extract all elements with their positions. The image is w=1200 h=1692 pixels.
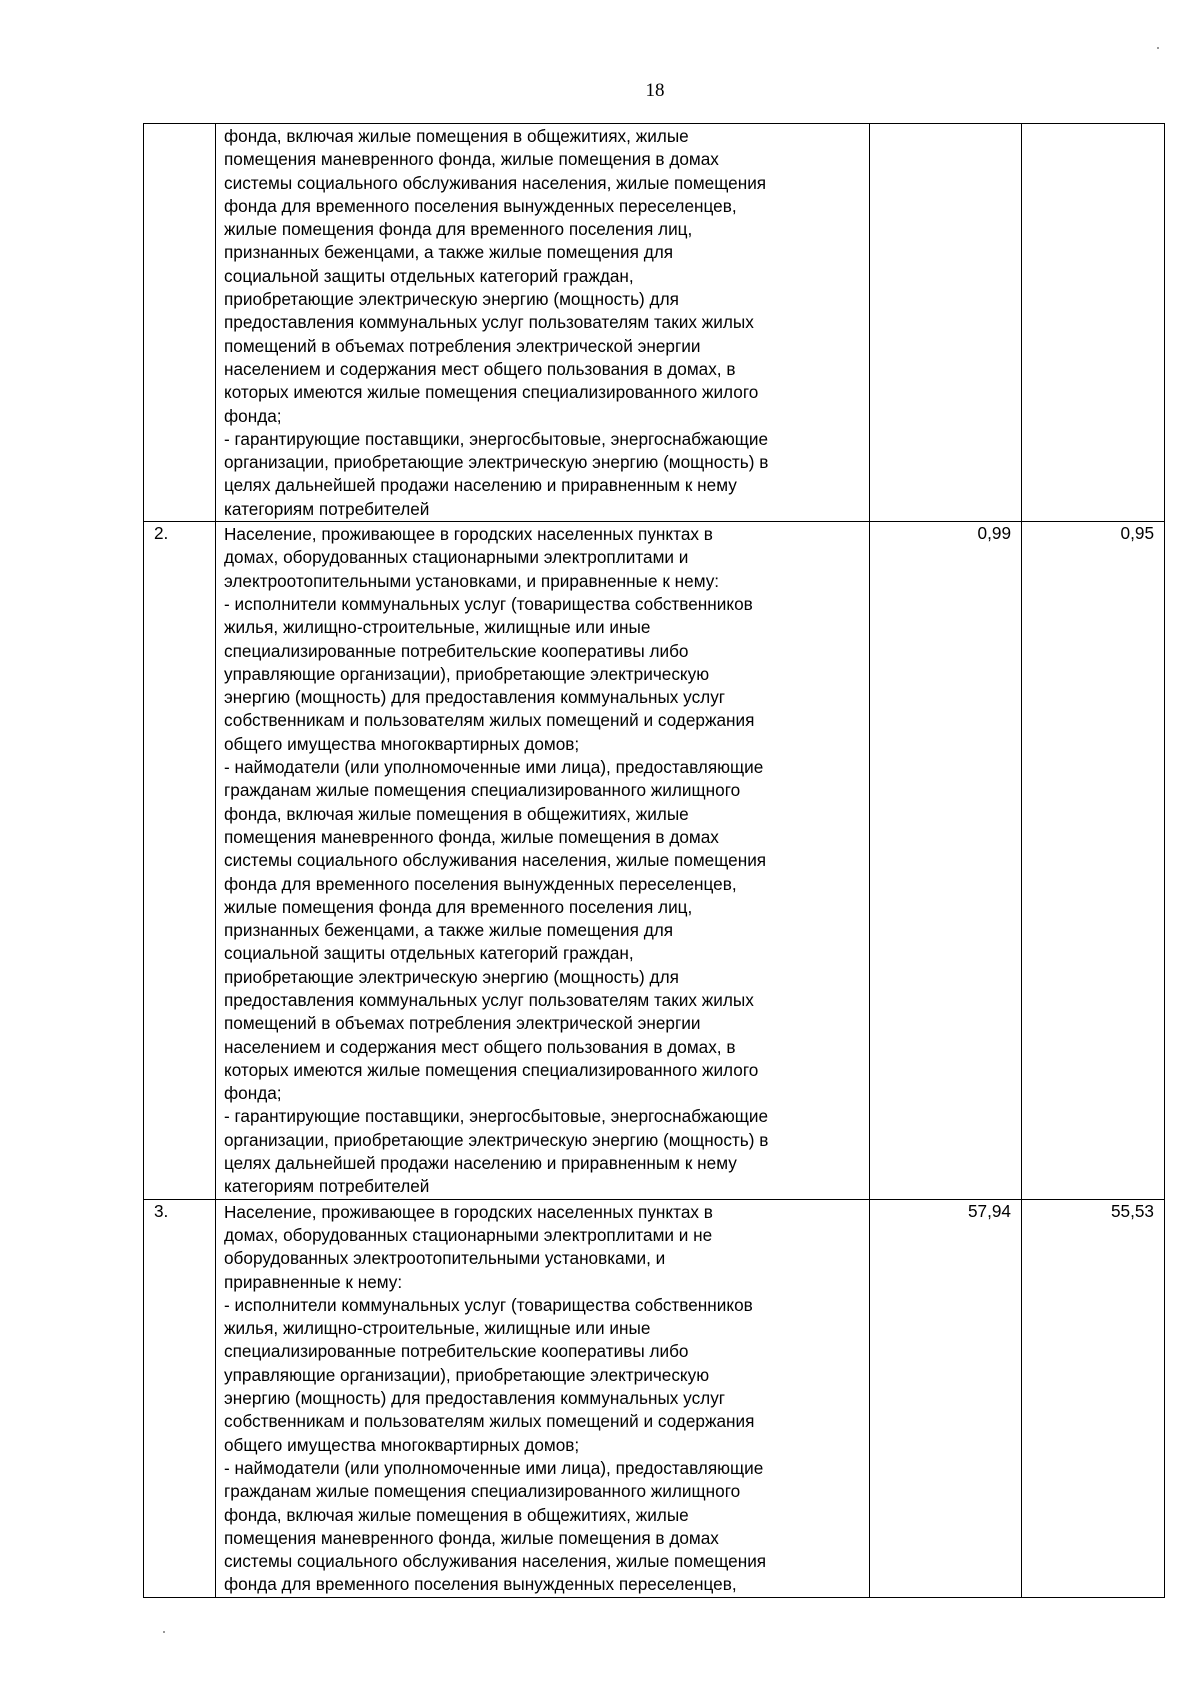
description-line: категориям потребителей <box>224 1176 430 1197</box>
value-cell-1: 57,94 <box>870 1199 1022 1597</box>
description-line: приобретающие электрическую энергию (мощность) для <box>224 966 679 987</box>
description-line: фонда для временного поселения вынужденных переселенцев, <box>224 195 737 216</box>
description-line: общего имущества многоквартирных домов; <box>224 1434 580 1455</box>
description-line: электроотопительными установками, и приравненные к нему: <box>224 570 720 591</box>
description-line: социальной защиты отдельных категорий граждан, <box>224 265 634 286</box>
description-line: жилья, жилищно-строительные, жилищные или иные <box>224 617 651 638</box>
description-line: собственникам и пользователям жилых помещений и содержания <box>224 710 755 731</box>
table-row <box>144 522 1165 1200</box>
value-cell-2: 55,53 <box>1022 1199 1165 1597</box>
description-line: общего имущества многоквартирных домов; <box>224 733 580 754</box>
description-line: системы социального обслуживания населения, жилые помещения <box>224 1551 767 1572</box>
description-line: управляющие организации), приобретающие электрическую <box>224 1364 710 1385</box>
description-line: домах, оборудованных стационарными электроплитами и не <box>224 1224 713 1245</box>
row-number-cell: 3. <box>144 1199 216 1597</box>
description-line: - наймодатели (или уполномоченные ими лица), предоставляющие <box>224 757 764 778</box>
description-line: организации, приобретающие электрическую энергию (мощность) в <box>224 452 769 473</box>
page-number: 18 <box>645 80 665 101</box>
description-line: социальной защиты отдельных категорий граждан, <box>224 943 634 964</box>
description-line: энергию (мощность) для предоставления коммунальных услуг <box>224 1388 726 1409</box>
description-line: помещения маневренного фонда, жилые помещения в домах <box>224 1527 719 1548</box>
description-line: специализированные потребительские кооперативы либо <box>224 1341 689 1362</box>
table-row <box>144 124 1165 522</box>
description-line: системы социального обслуживания населения, жилые помещения <box>224 850 767 871</box>
row-description <box>216 1199 870 1597</box>
description-line: жилья, жилищно-строительные, жилищные или иные <box>224 1318 651 1339</box>
description-line: целях дальнейшей продажи населению и приравненным к нему <box>224 1153 737 1174</box>
description-line: приравненные к нему: <box>224 1271 403 1292</box>
description-line: собственникам и пользователям жилых помещений и содержания <box>224 1411 755 1432</box>
value-cell-2: 0,95 <box>1022 522 1165 1200</box>
description-line: населением и содержания мест общего пользования в домах, в <box>224 1036 736 1057</box>
description-line: Население, проживающее в городских населенных пунктах в <box>224 524 713 545</box>
row-description <box>216 522 870 1200</box>
value-cell-1: 0,99 <box>870 522 1022 1200</box>
description-line: - гарантирующие поставщики, энергосбытовые, энергоснабжающие <box>224 1106 769 1127</box>
description-line: категориям потребителей <box>224 498 430 519</box>
description-line: целях дальнейшей продажи населению и приравненным к нему <box>224 475 737 496</box>
description-line: фонда для временного поселения вынужденных переселенцев, <box>224 873 737 894</box>
description-line: приобретающие электрическую энергию (мощность) для <box>224 289 679 310</box>
description-line: фонда; <box>224 1083 282 1104</box>
description-line: Население, проживающее в городских населенных пунктах в <box>224 1201 713 1222</box>
description-line: предоставления коммунальных услуг пользователям таких жилых <box>224 312 754 333</box>
description-line: которых имеются жилые помещения специализированного жилого <box>224 382 759 403</box>
description-line: признанных беженцами, а также жилые помещения для <box>224 920 674 941</box>
description-line: фонда, включая жилые помещения в общежитиях, жилые <box>224 1504 689 1525</box>
description-line: - наймодатели (или уполномоченные ими лица), предоставляющие <box>224 1457 764 1478</box>
description-line: - исполнители коммунальных услуг (товарищества собственников <box>224 1294 753 1315</box>
description-line: специализированные потребительские кооперативы либо <box>224 640 689 661</box>
description-line: которых имеются жилые помещения специализированного жилого <box>224 1059 759 1080</box>
row-number-cell: 2. <box>144 522 216 1200</box>
description-line: помещений в объемах потребления электрической энергии <box>224 335 701 356</box>
description-line: фонда; <box>224 405 282 426</box>
value-cell-2 <box>1022 124 1165 522</box>
description-line: - исполнители коммунальных услуг (товарищества собственников <box>224 593 753 614</box>
description-line: организации, приобретающие электрическую энергию (мощность) в <box>224 1129 769 1150</box>
description-line: помещения маневренного фонда, жилые помещения в домах <box>224 826 719 847</box>
description-line: энергию (мощность) для предоставления коммунальных услуг <box>224 687 726 708</box>
description-line: признанных беженцами, а также жилые помещения для <box>224 242 674 263</box>
scan-speck <box>163 1631 165 1633</box>
description-line: фонда, включая жилые помещения в общежитиях, жилые <box>224 126 689 146</box>
description-line: предоставления коммунальных услуг пользователям таких жилых <box>224 989 754 1010</box>
description-line: помещения маневренного фонда, жилые помещения в домах <box>224 149 719 170</box>
description-line: - гарантирующие поставщики, энергосбытовые, энергоснабжающие <box>224 428 769 449</box>
description-line: помещений в объемах потребления электрической энергии <box>224 1013 701 1034</box>
description-line: гражданам жилые помещения специализированного жилищного <box>224 780 741 801</box>
tariff-table <box>143 123 1165 1598</box>
row-description <box>216 124 870 522</box>
row-number-cell <box>144 124 216 522</box>
scan-speck <box>1157 47 1159 49</box>
description-line: населением и содержания мест общего пользования в домах, в <box>224 358 736 379</box>
description-line: домах, оборудованных стационарными электроплитами и <box>224 547 689 568</box>
value-cell-1 <box>870 124 1022 522</box>
description-line: фонда, включая жилые помещения в общежитиях, жилые <box>224 803 689 824</box>
description-line: фонда для временного поселения вынужденных переселенцев, <box>224 1574 737 1595</box>
description-line: оборудованных электроотопительными установками, и <box>224 1248 666 1269</box>
description-line: жилые помещения фонда для временного поселения лиц, <box>224 896 693 917</box>
description-line: гражданам жилые помещения специализированного жилищного <box>224 1481 741 1502</box>
description-line: системы социального обслуживания населения, жилые помещения <box>224 172 767 193</box>
description-line: управляющие организации), приобретающие электрическую <box>224 663 710 684</box>
description-line: жилые помещения фонда для временного поселения лиц, <box>224 219 693 240</box>
table-row <box>144 1199 1165 1597</box>
